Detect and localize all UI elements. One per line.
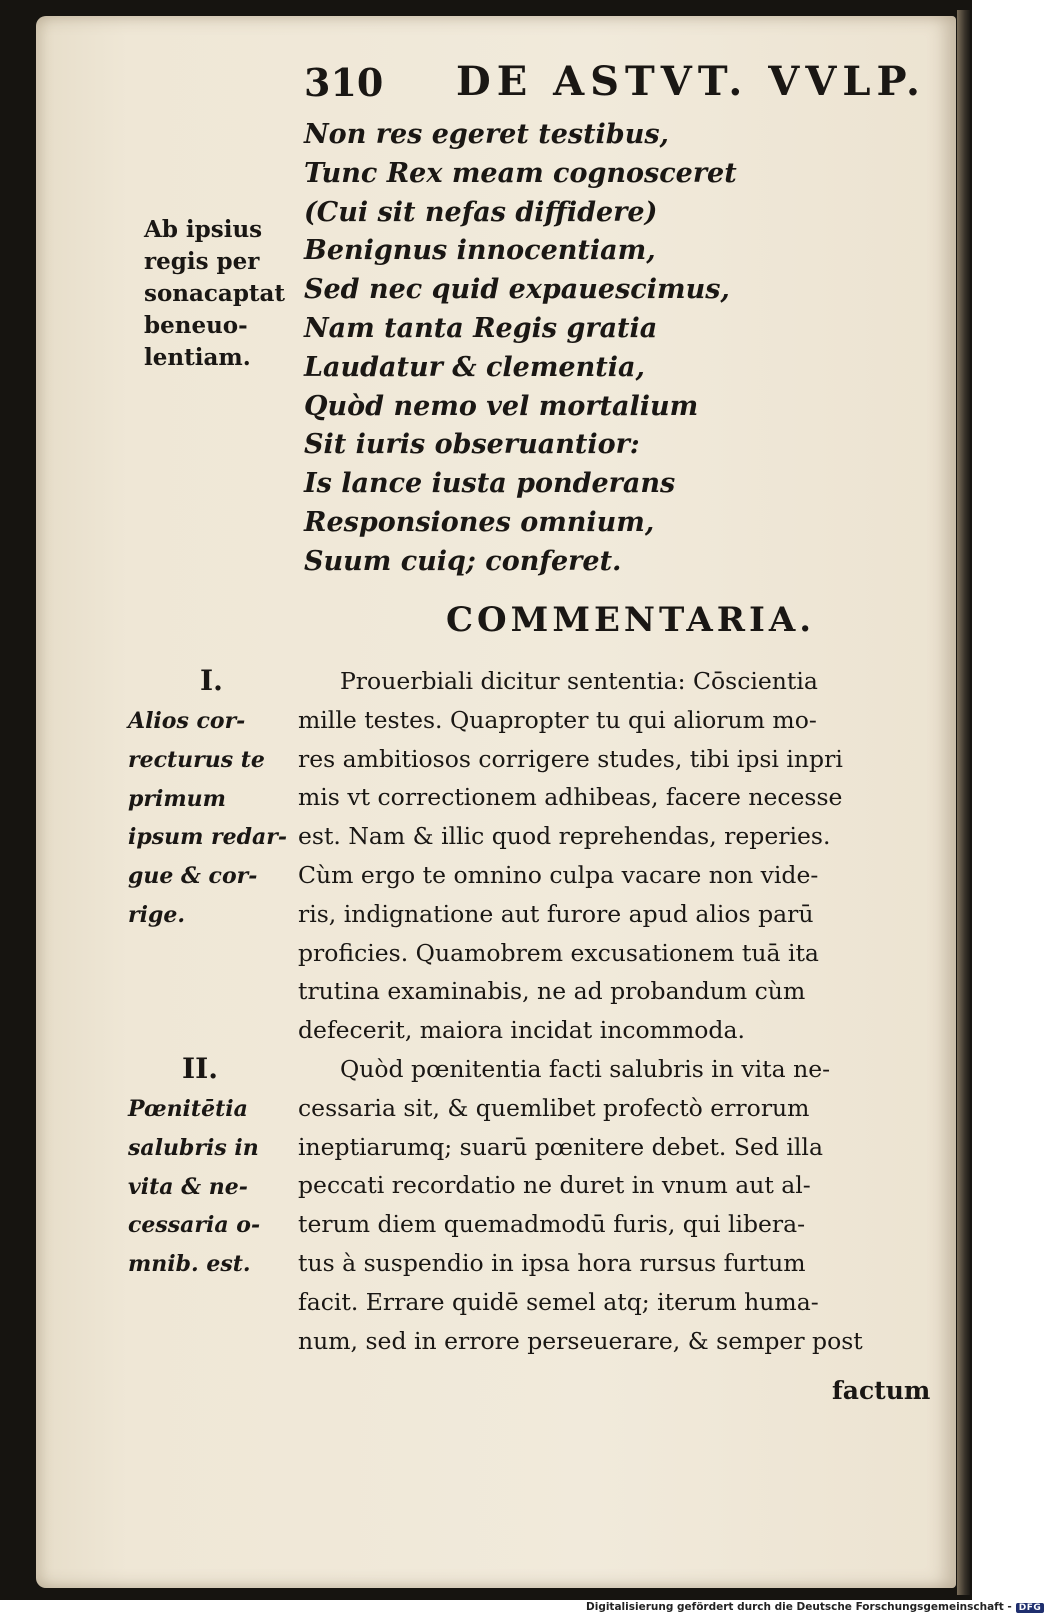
verse-line: Suum cuiq; conferet.: [304, 545, 622, 577]
footer-text: Digitalisierung gefördert durch die Deutsche Forschungsgemeinschaft -: [586, 1601, 1012, 1613]
prose-line: cessaria sit, & quemlibet profectò errorum: [298, 1093, 810, 1122]
prose-line: facit. Errare quidē semel atq; iterum huma-: [298, 1287, 819, 1316]
margin-note-line: rige.: [128, 901, 185, 928]
prose-line: res ambitiosos corrigere studes, tibi ipsi inpri: [298, 744, 843, 773]
prose-line: est. Nam & illic quod reprehendas, reperies.: [298, 822, 831, 851]
book-page: [36, 16, 956, 1588]
margin-note-line: salubris in: [128, 1134, 259, 1161]
prose-line: defecerit, maiora incidat incommoda.: [298, 1016, 745, 1045]
commentary-margin-note: [128, 1090, 260, 1284]
commentary-margin-note: [128, 702, 287, 935]
margin-note-line: sonacaptat: [144, 280, 286, 307]
margin-note-line: Ab ipsius: [144, 216, 263, 243]
digitization-footer: [586, 1601, 1044, 1613]
prose-line: trutina examinabis, ne ad probandum cùm: [298, 977, 806, 1006]
running-head: DE ASTVT. VVLP.: [456, 58, 926, 105]
commentary-paragraph: [298, 1050, 863, 1360]
margin-note-line: ipsum redar-: [128, 824, 288, 851]
margin-note-line: vita & ne-: [128, 1173, 248, 1200]
margin-note-line: cessaria o-: [128, 1212, 261, 1239]
prose-line: peccati recordatio ne duret in vnum aut al-: [298, 1171, 811, 1200]
prose-line: Quòd pœnitentia facti salubris in vita ne-: [340, 1055, 831, 1083]
section-heading: COMMENTARIA.: [446, 600, 816, 640]
verse-line: Quòd nemo vel mortalium: [304, 390, 699, 422]
verse-line: Tunc Rex meam cognosceret: [304, 157, 737, 189]
margin-note-line: mnib. est.: [128, 1251, 251, 1278]
margin-note-line: recturus te: [128, 746, 265, 773]
verse-line: (Cui sit nefas diffidere): [304, 196, 658, 228]
catchword: factum: [832, 1376, 931, 1405]
prose-line: tus à suspendio in ipsa hora rursus furtum: [298, 1248, 806, 1277]
verse-line: Sed nec quid expauescimus,: [304, 274, 730, 306]
margin-note-line: beneuo-: [144, 312, 248, 339]
prose-line: Cùm ergo te omnino culpa vacare non vide-: [298, 860, 819, 889]
prose-line: Prouerbiali dicitur sententia: Cōscientia: [340, 667, 818, 695]
margin-note-line: Alios cor-: [128, 708, 246, 734]
verse-line: Laudatur & clementia,: [304, 351, 645, 383]
commentary-paragraph: [298, 662, 843, 1050]
verse-line: Sit iuris obseruantior:: [304, 429, 640, 461]
book-edge: [957, 10, 970, 1595]
margin-note-line: primum: [128, 785, 226, 812]
prose-line: num, sed in errore perseuerare, & semper post: [298, 1326, 863, 1355]
verse-block: [304, 116, 737, 582]
prose-line: mis vt correctionem adhibeas, facere necesse: [298, 783, 843, 812]
verse-margin-note: [144, 214, 285, 374]
verse-line: Responsiones omnium,: [304, 506, 655, 538]
margin-note-line: lentiam.: [144, 344, 251, 371]
verse-line: Benignus innocentiam,: [304, 235, 656, 267]
margin-note-line: regis per: [144, 248, 260, 275]
note-number: I.: [200, 664, 223, 697]
note-number: II.: [182, 1052, 218, 1085]
verse-line: Nam tanta Regis gratia: [304, 312, 658, 344]
dfg-logo: DFG: [1016, 1603, 1044, 1613]
prose-line: ris, indignatione aut furore apud alios parū: [298, 899, 814, 928]
verse-line: Non res egeret testibus,: [304, 119, 669, 150]
prose-line: proficies. Quamobrem excusationem tuā ita: [298, 938, 819, 967]
margin-note-line: gue & cor-: [128, 863, 258, 890]
prose-line: mille testes. Quapropter tu qui aliorum mo-: [298, 705, 817, 734]
page-number: 310: [304, 60, 384, 105]
prose-line: terum diem quemadmodū furis, qui libera-: [298, 1210, 806, 1239]
margin-note-line: Pœnitētia: [128, 1096, 248, 1122]
prose-line: ineptiarumq; suarū pœnitere debet. Sed illa: [298, 1132, 823, 1161]
verse-line: Is lance iusta ponderans: [304, 468, 676, 500]
